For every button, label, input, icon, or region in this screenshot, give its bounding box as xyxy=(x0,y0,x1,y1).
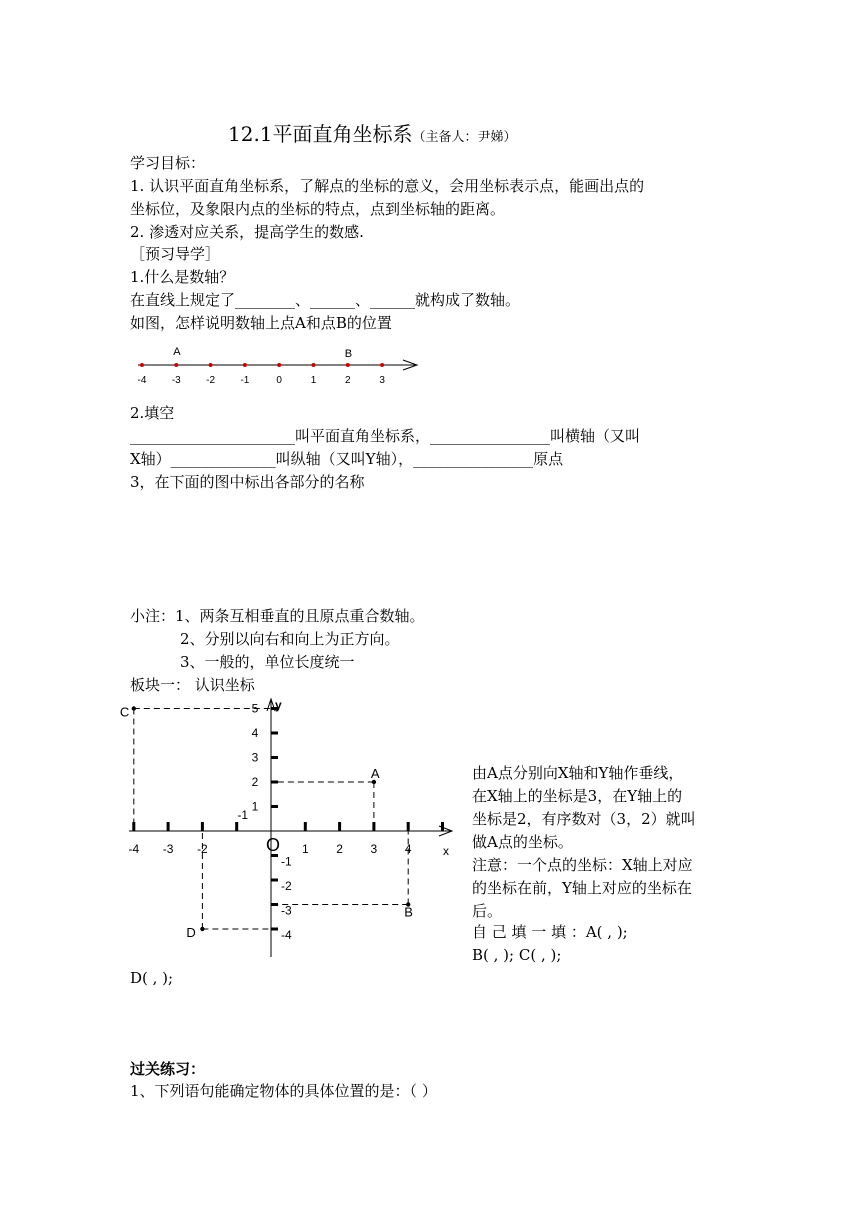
y-axis-tick-label: 5 xyxy=(251,701,259,716)
point-label: A xyxy=(370,766,380,781)
origin-label: O xyxy=(266,835,281,855)
x-axis-tick xyxy=(235,822,238,831)
y-axis-tick-label: -2 xyxy=(281,879,292,893)
y-axis-tick-label: 3 xyxy=(251,750,259,765)
y-axis-tick-label: 1 xyxy=(251,799,259,814)
number-line-tick-label: -3 xyxy=(171,375,181,386)
y-axis-label: y xyxy=(275,698,282,712)
explanation-line-2: 在X轴上的坐标是3，在Y轴上的 xyxy=(472,787,683,805)
number-line-point xyxy=(277,363,281,367)
coordinate-plane-figure xyxy=(119,695,460,965)
x-axis-tick-label: -1 xyxy=(237,808,249,822)
fill-blank-line-1: ______________________叫平面直角坐标系，________________叫横轴（又叫 xyxy=(130,427,641,445)
self-fill-line-2: B( , ); C( , ); xyxy=(472,946,562,964)
number-line-tick-label: 2 xyxy=(345,375,351,386)
number-line-tick-label: 0 xyxy=(276,375,282,386)
x-axis-tick xyxy=(167,822,170,831)
practice-heading: 过关练习： xyxy=(130,1060,206,1078)
objectives-heading: 学习目标： xyxy=(130,154,206,172)
number-line-tick-label: 1 xyxy=(310,375,317,386)
number-line-point xyxy=(174,363,178,367)
y-axis-tick xyxy=(271,903,278,906)
point-label: C xyxy=(119,704,130,720)
number-line-point xyxy=(380,363,384,367)
x-axis-tick xyxy=(372,822,375,831)
y-axis-tick-label: 2 xyxy=(251,775,259,789)
note-line-3: 3、一般的，单位长度统一 xyxy=(180,653,355,671)
fill-blank-line-2: X轴）______________叫纵轴（又叫Y轴），________________原点 xyxy=(130,450,564,468)
self-fill-line-3: D( , ); xyxy=(130,969,174,987)
x-axis-tick xyxy=(304,822,307,831)
title-note: （主备人：尹娣） xyxy=(412,130,517,145)
question-1-title: 1.什么是数轴？ xyxy=(130,268,235,286)
number-line-tick-label: -2 xyxy=(206,375,216,386)
x-axis-tick-label: 2 xyxy=(336,842,343,856)
x-axis-tick-label: 1 xyxy=(301,842,309,856)
x-axis-tick xyxy=(441,822,444,831)
x-axis-tick xyxy=(338,822,341,831)
explanation-line-5: 注意：一个点的坐标：X轴上对应 xyxy=(472,856,693,874)
number-line-point xyxy=(346,363,350,367)
y-axis-tick xyxy=(271,781,278,784)
explanation-line-7: 后。 xyxy=(472,902,503,920)
x-axis-tick-label: -2 xyxy=(197,842,208,856)
x-axis-tick-label: -3 xyxy=(162,842,174,856)
number-line-point xyxy=(243,363,247,367)
point-d xyxy=(200,927,204,931)
x-axis-tick xyxy=(407,822,410,831)
y-axis-tick xyxy=(271,732,278,735)
y-axis-tick xyxy=(271,805,278,808)
y-axis-tick-label: -1 xyxy=(281,854,292,869)
y-axis-tick-label: -3 xyxy=(281,903,292,918)
x-axis-label: x xyxy=(443,844,449,858)
y-axis-tick xyxy=(271,879,278,882)
y-axis-tick-label: -4 xyxy=(281,928,292,942)
x-axis-tick-label: -4 xyxy=(128,842,140,856)
y-axis-tick xyxy=(271,756,278,759)
y-axis-tick xyxy=(271,928,278,931)
number-line-point xyxy=(140,363,144,367)
objective-2: 2. 渗透对应关系，提高学生的数感. xyxy=(130,223,364,241)
x-axis-tick xyxy=(132,822,135,831)
note-line-2: 2、分别以向右和向上为正方向。 xyxy=(180,630,400,648)
y-axis-tick-label: 4 xyxy=(251,726,259,740)
explanation-line-6: 的坐标在前，Y轴上对应的坐标在 xyxy=(472,879,692,897)
point-c xyxy=(132,706,136,710)
objective-1-line-1: 1. 认识平面直角坐标系，了解点的坐标的意义，会用坐标表示点，能画出点的 xyxy=(130,177,645,195)
explanation-line-1: 由A点分别向X轴和Y轴作垂线， xyxy=(472,764,684,782)
point-label: D xyxy=(186,925,196,940)
number-line-point xyxy=(312,363,316,367)
x-axis-tick xyxy=(201,822,204,831)
number-line-tick-label: -4 xyxy=(137,375,147,386)
x-axis-tick-label: 3 xyxy=(370,842,378,856)
number-line-point-b-label: B xyxy=(344,348,353,360)
practice-question-1: 1、下列语句能确定物体的具体位置的是：（ ） xyxy=(130,1082,437,1100)
fill-blank-heading: 2.填空 xyxy=(130,404,175,422)
question-1-line-1: 在直线上规定了________、______、______就构成了数轴。 xyxy=(130,291,521,309)
question-3: 3，在下面的图中标出各部分的名称 xyxy=(130,473,365,491)
number-line-point-a-label: A xyxy=(173,346,181,358)
explanation-line-3: 坐标是2，有序数对（3，2）就叫 xyxy=(472,810,696,828)
preview-heading: ［预习导学］ xyxy=(130,245,221,263)
note-line-1: 小注：1、两条互相垂直的且原点重合数轴。 xyxy=(130,607,425,625)
number-line-tick-label: 3 xyxy=(379,375,385,386)
explanation-line-4: 做A点的坐标。 xyxy=(472,833,573,851)
page-title xyxy=(228,118,517,147)
number-line-figure xyxy=(130,338,430,390)
self-fill-line-1: 自 己 填 一 填 ：A( , ); xyxy=(472,923,628,941)
number-line-point xyxy=(209,363,213,367)
section-1-heading: 板块一： 认识坐标 xyxy=(130,676,255,694)
x-axis-tick-label: 4 xyxy=(404,842,412,856)
point-label: B xyxy=(404,904,413,920)
objective-1-line-2: 坐标位，及象限内点的坐标的特点，点到坐标轴的距离。 xyxy=(130,200,506,218)
number-line-tick-label: -1 xyxy=(240,375,250,386)
question-1-line-2: 如图，怎样说明数轴上点A和点B的位置 xyxy=(130,314,392,332)
title-main: 12.1平面直角坐标系 xyxy=(228,122,413,146)
